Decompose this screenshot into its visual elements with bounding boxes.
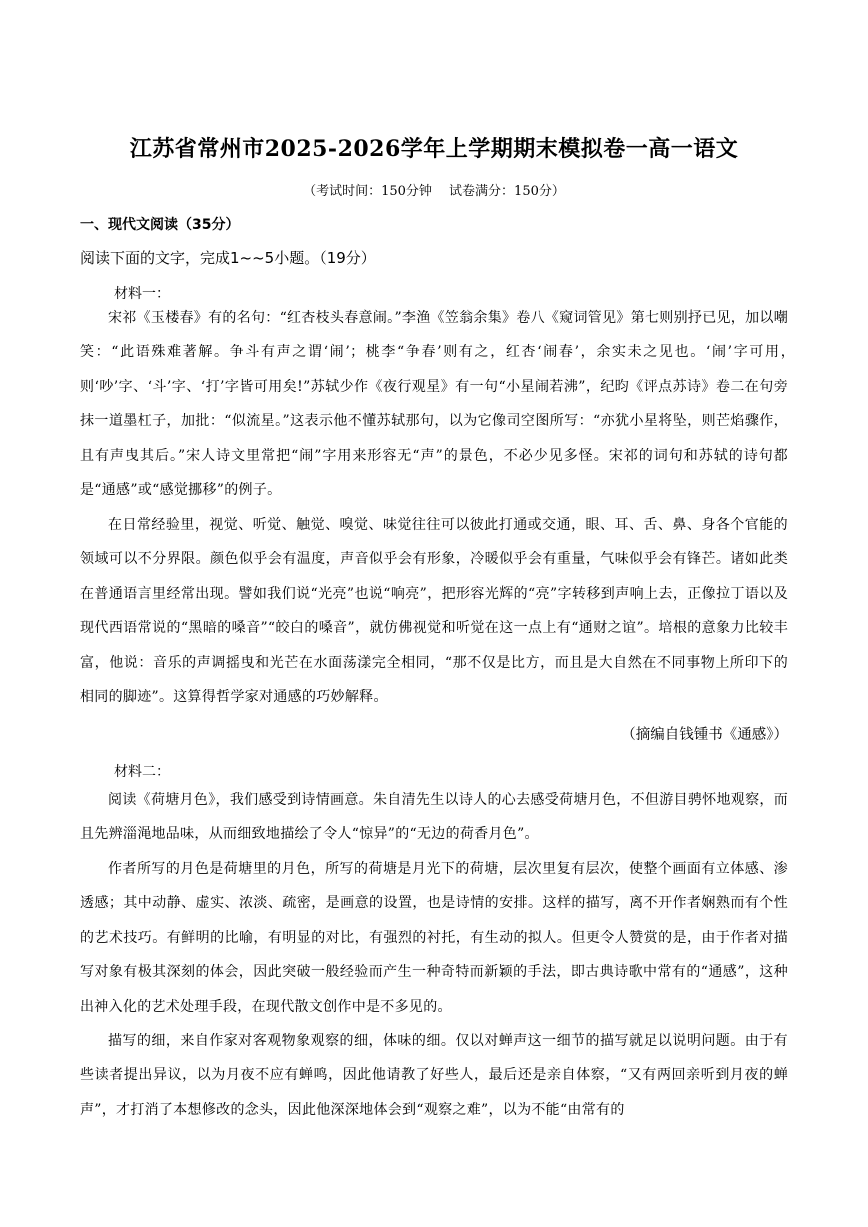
material-one-source: （摘编自钱锺书《通感》）	[621, 727, 788, 743]
exam-subtitle: （考试时间：150分钟 试卷满分：150分）	[303, 184, 565, 199]
material-one-paragraph-1: 宋祁《玉楼春》有的名句：“红杏枝头春意闹。”李渔《笠翁余集》卷八《窥词管见》第七则别抒已见，加以嘲笑：“此语殊难著解。争斗有声之谓‘闹’；桃李“争春’则有之，红杏‘闹春’，余实未之见也。‘闹’字可用， 则‘吵’字、‘斗’字、‘打’字皆可用矣!”苏轼少作《夜行观星》有一句“小星闹若沸”，纪昀《评点苏诗》卷二在句旁抹一道墨杠子，加批：“似流星。”这表示他不懂苏轼那句，以为它像司空图所写：“亦犹小星将坠，则芒焰骤作，且有声曳其后。”宋人诗文里常把“闹”字用来形容无“声”的景色，不必少见多怪。宋祁的词句和苏轼的诗句都是“通感”或“感觉挪移”的例子。	[80, 310, 817, 499]
material-two-paragraph-1: 阅读《荷塘月色》，我们感受到诗情画意。朱自清先生以诗人的心去感受荷塘月色，不但游目骋怀地观察，而且先辨淄渑地品味，从而细致地描绘了令人“惊异”的“无边的荷香月色”。	[80, 792, 788, 843]
material-two-label: 材料二：	[114, 764, 170, 780]
section-heading: 一、现代文阅读（35分）	[80, 217, 240, 233]
exam-title: 江苏省常州市2025-2026学年上学期期末模拟卷一高一语文	[129, 136, 739, 162]
material-two-paragraph-3: 描写的细，来自作家对客观物象观察的细，体味的细。仅以对蝉声这一细节的描写就足以说明问题。由于有些读者提出异议，以为月夜不应有蝉鸣，因此他请教了好些人，最后还是亲自体察，“又有两回亲听到月夜的蝉声”，才打消了本想修改的念头，因此他深深地体会到“观察之难”，以为不能“由常有的	[80, 1033, 788, 1118]
reading-instruction: 阅读下面的文字，完成1~~5小题。（19分）	[80, 249, 376, 267]
material-two-paragraph-2: 作者所写的月色是荷塘里的月色，所写的荷塘是月光下的荷塘，层次里复有层次，使整个画面有立体感、渗透感；其中动静、虚实、浓淡、疏密，是画意的设置，也是诗情的安排。这样的描写，离不开作者娴熟而有个性的艺术技巧。有鲜明的比喻，有明显的对比，有强烈的衬托，有生动的拟人。但更令人赞赏的是，由于作者对描写对象有极其深刻的体会，因此突破一般经验而产生一种奇特而新颖的手法，即古典诗歌中常有的“通感”，这种出神入化的艺术处理手段，在现代散文创作中是不多见的。	[80, 861, 788, 1015]
material-one-label: 材料一：	[114, 286, 170, 302]
material-one-paragraph-2: 在日常经验里，视觉、听觉、触觉、嗅觉、味觉往往可以彼此打通或交通，眼、耳、舌、鼻、身各个官能的领域可以不分界限。颜色似乎会有温度，声音似乎会有形象，冷暖似乎会有重量，气味似乎会有锋芒。诸如此类在普通语言里经常出现。譬如我们说“光亮”也说“响亮”，把形容光辉的“亮”字转移到声响上去，正像拉丁语以及现代西语常说的“黑暗的嗓音”“皎白的嗓音”，就仿佛视觉和听觉在这一点上有“通财之谊”。培根的意象力比较丰富，他说：音乐的声调摇曳和光芒在水面荡漾完全相同，“那不仅是比方，而且是大自然在不同事物上所印下的相同的脚迹”。这算得哲学家对通感的巧妙解释。	[80, 517, 788, 706]
